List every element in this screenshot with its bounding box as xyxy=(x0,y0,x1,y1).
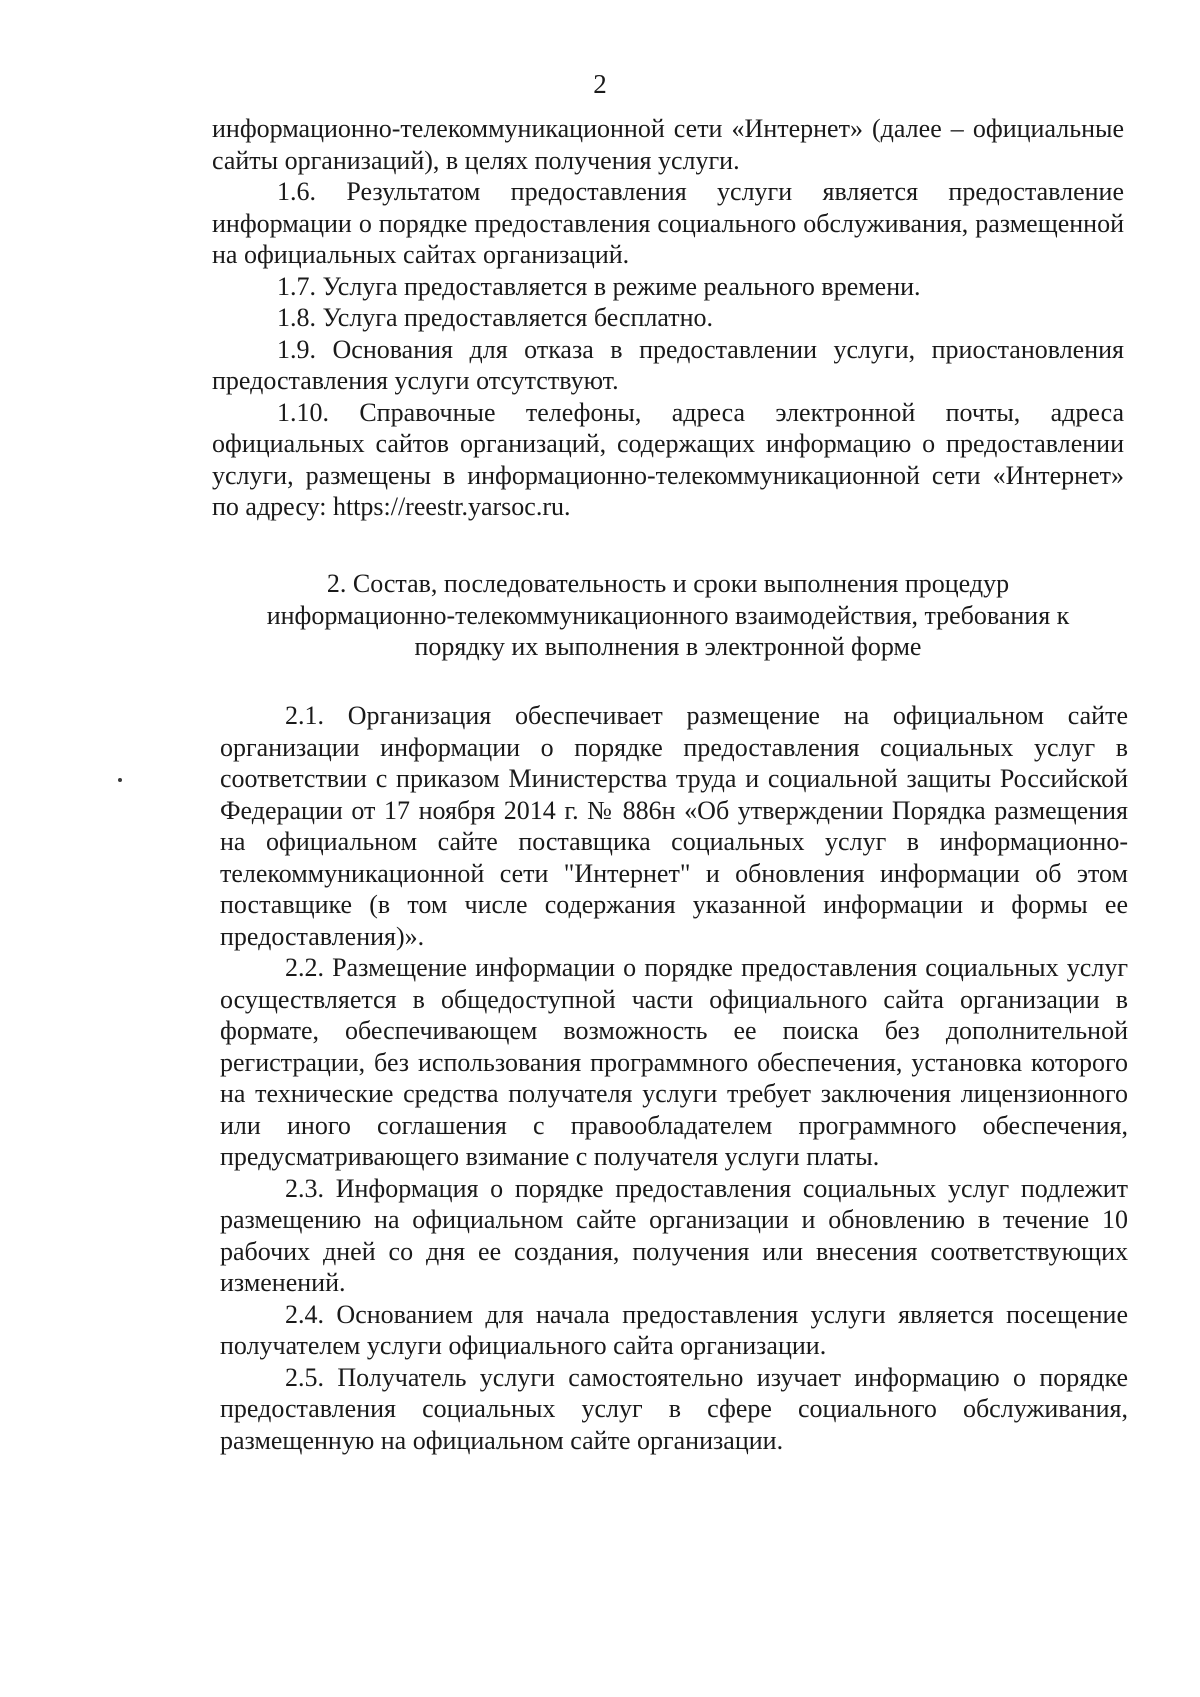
paragraph-1-7: 1.7. Услуга предоставляется в режиме реального времени. xyxy=(277,271,921,301)
paragraph-continuation: информационно-телекоммуникационной сети «Интернет» (далее – официальные сайты организаций), в целях получения услуги. xyxy=(212,114,1124,175)
scan-speck xyxy=(118,778,122,782)
heading-line: порядку их выполнения в электронной форме xyxy=(414,632,922,661)
paragraph-1-8: 1.8. Услуга предоставляется бесплатно. xyxy=(277,303,713,332)
paragraph-2-1: 2.1. Организация обеспечивает размещение на официальном сайте организации информации о порядке предоставления социальных услуг в соответствии с приказом Министерства труда и социальной защиты Российской Федерации от 17 ноября 2014 г. № 886н «Об утверждении Порядка размещения на официальном сайте поставщика социальных услуг в информационно-телекоммуникационной сети "Интернет" и обновления информации об этом поставщике (в том числе содержания указанной информации и формы ее предоставления)». xyxy=(220,701,1128,951)
section-2-body xyxy=(220,700,1128,1456)
paragraph-1-6: 1.6. Результатом предоставления услуги является предоставление информации о порядке предоставления социального обслуживания, размещенной на официальных сайтах организаций. xyxy=(212,177,1124,269)
heading-line: 2. Состав, последовательность и сроки выполнения процедур xyxy=(326,569,1010,598)
paragraph-2-2: 2.2. Размещение информации о порядке предоставления социальных услуг осуществляется в общедоступной части официального сайта организации в формате, обеспечивающем возможность ее поиска без дополнительной регистрации, без использования программного обеспечения, установка которого на технические средства получателя услуги требует заключения лицензионного или иного соглашения с правообладателем программного обеспечения, предусматривающего взимание с получателя услуги платы. xyxy=(220,953,1128,1171)
section-2-heading xyxy=(212,568,1124,663)
paragraph-2-5: 2.5. Получатель услуги самостоятельно изучает информацию о порядке предоставления социальных услуг в сфере социального обслуживания, размещенную на официальном сайте организации. xyxy=(220,1362,1128,1455)
paragraph-2-4: 2.4. Основанием для начала предоставления услуги является посещение получателем услуги официального сайта организации. xyxy=(220,1299,1128,1360)
paragraph-1-9: 1.9. Основания для отказа в предоставлении услуги, приостановления предоставления услуги отсутствуют. xyxy=(212,334,1124,395)
paragraph-2-3: 2.3. Информация о порядке предоставления социальных услуг подлежит размещению на официальном сайте организации и обновлению в течение 10 рабочих дней со дня ее создания, получения или внесения соответствующих изменений. xyxy=(220,1173,1128,1297)
paragraph-1-10: 1.10. Справочные телефоны, адреса электронной почты, адреса официальных сайтов организаций, содержащих информацию о предоставлении услуги, размещены в информационно-телекоммуникационной сети «Интернет» по адресу: https://reestr.yarsoc.ru. xyxy=(212,397,1124,521)
section-1-body xyxy=(212,113,1124,523)
heading-line: информационно-телекоммуникационного взаимодействия, требования к xyxy=(266,600,1070,630)
page-number: 2 xyxy=(593,69,607,99)
